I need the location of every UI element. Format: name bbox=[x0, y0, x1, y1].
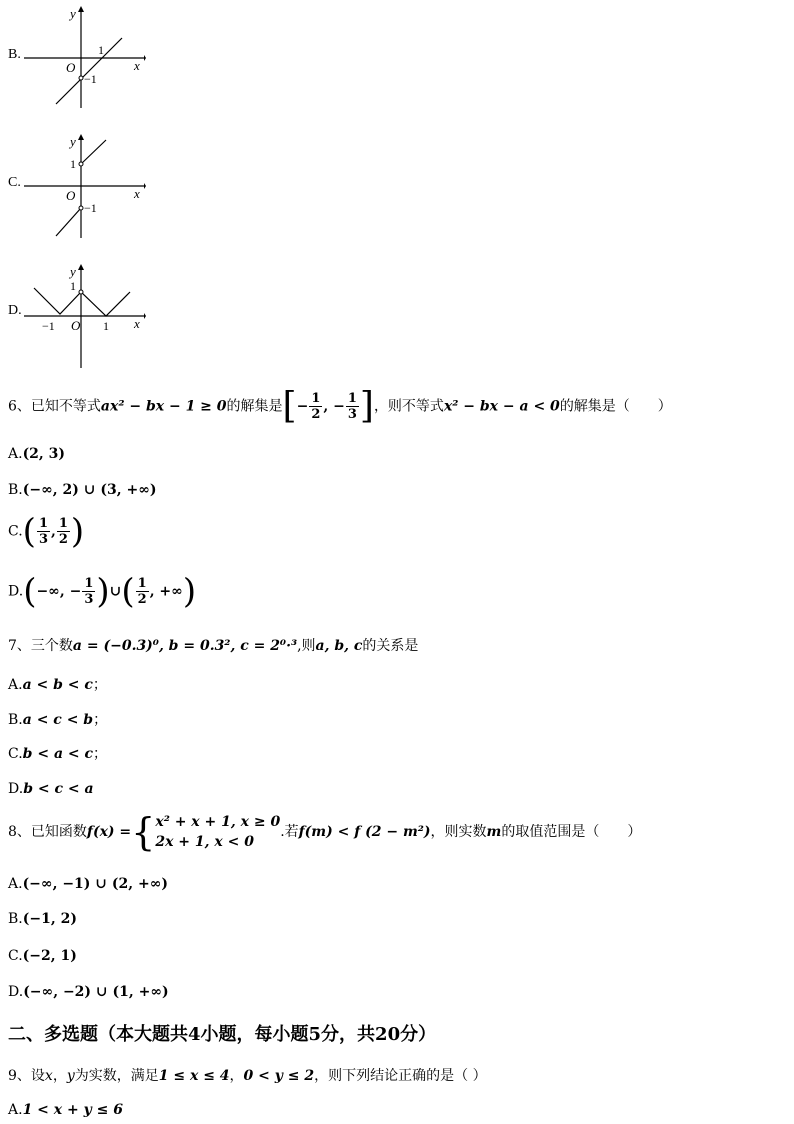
tick-label-neg1: −1 bbox=[84, 72, 97, 86]
q7-option-a[interactable]: A.a < b < c； bbox=[8, 677, 107, 693]
tick-label-neg1: −1 bbox=[42, 319, 55, 333]
question-6-stem: 6、已知不等式ax² − bx − 1 ≥ 0的解集是[− $\frac{1}{2}$ , − $\frac{1}{3}$ ]，则不等式x² − bx − a < 0的解集是（ ） bbox=[8, 385, 672, 427]
q6-option-c[interactable]: C.( $\frac{1}{3}$ , $\frac{1}{2}$ ) bbox=[8, 511, 85, 552]
q7-option-b[interactable]: B.a < c < b； bbox=[8, 712, 108, 728]
q9-option-a[interactable]: A.1 < x + y ≤ 6 bbox=[8, 1102, 123, 1118]
open-point-upper bbox=[79, 162, 83, 166]
section-heading-multiple-choice: 二、多选题（本大题共4小题，每小题5分，共20分） bbox=[8, 1024, 437, 1045]
origin-label: O bbox=[71, 318, 81, 333]
y-axis-arrow bbox=[78, 6, 84, 12]
open-point bbox=[79, 76, 83, 80]
q6-option-b[interactable]: B.(−∞, 2) ∪ (3, +∞) bbox=[8, 482, 157, 498]
graph-c bbox=[20, 132, 150, 240]
option-d-letter: D. bbox=[8, 303, 22, 318]
open-point bbox=[79, 290, 83, 294]
tick-label-1: 1 bbox=[70, 157, 76, 171]
q8-option-b[interactable]: B.(−1, 2) bbox=[8, 911, 77, 927]
x-axis-arrow bbox=[144, 55, 146, 61]
x-label: x bbox=[134, 316, 140, 331]
graph-d bbox=[20, 262, 150, 370]
q8-option-c[interactable]: C.(−2, 1) bbox=[8, 948, 77, 964]
q7-option-d[interactable]: D.b < c < a bbox=[8, 781, 94, 797]
y-label: y bbox=[70, 134, 76, 149]
question-7-stem: 7、三个数a = (−0.3)⁰, b = 0.3², c = 2⁰·³,则a, b, c的关系是 bbox=[8, 638, 419, 654]
y-axis-arrow bbox=[78, 134, 84, 140]
x-axis-arrow bbox=[144, 183, 146, 189]
origin-label: O bbox=[66, 188, 76, 203]
x-label: x bbox=[134, 58, 140, 73]
tick-label-x1: 1 bbox=[103, 319, 109, 333]
tick-label-1: 1 bbox=[70, 279, 76, 293]
tick-label-1: 1 bbox=[98, 43, 104, 57]
q8-option-a[interactable]: A.(−∞, −1) ∪ (2, +∞) bbox=[8, 876, 169, 892]
option-c-letter: C. bbox=[8, 175, 21, 190]
q6-option-a[interactable]: A.(2, 3) bbox=[8, 446, 66, 462]
q8-option-d[interactable]: D.(−∞, −2) ∪ (1, +∞) bbox=[8, 984, 169, 1000]
tick-label-neg1: −1 bbox=[84, 201, 97, 215]
graph-lower-line bbox=[56, 208, 81, 236]
y-label: y bbox=[70, 6, 76, 21]
x-axis-arrow bbox=[144, 313, 146, 319]
y-axis-arrow bbox=[78, 264, 84, 270]
question-9-stem: 9、设x，y为实数，满足1 ≤ x ≤ 4，0 < y ≤ 2，则下列结论正确的是（ ） bbox=[8, 1068, 487, 1084]
open-point-lower bbox=[79, 206, 83, 210]
x-label: x bbox=[134, 186, 140, 201]
graph-upper-line bbox=[81, 140, 106, 164]
y-label: y bbox=[70, 264, 76, 279]
origin-label: O bbox=[66, 60, 76, 75]
graph-b bbox=[20, 4, 150, 110]
question-8-stem: 8、已知函数f(x) ={ x² + x + 1, x ≥ 0 2x + 1, x < 0 .若f(m) < f (2 − m²)，则实数m的取值范围是（ ） bbox=[8, 810, 642, 854]
option-b-letter: B. bbox=[8, 47, 21, 62]
q6-option-d[interactable]: D.(−∞, − $\frac{1}{3}$ )∪( $\frac{1}{2}$ , +∞) bbox=[8, 571, 197, 612]
q7-option-c[interactable]: C.b < a < c； bbox=[8, 746, 108, 762]
